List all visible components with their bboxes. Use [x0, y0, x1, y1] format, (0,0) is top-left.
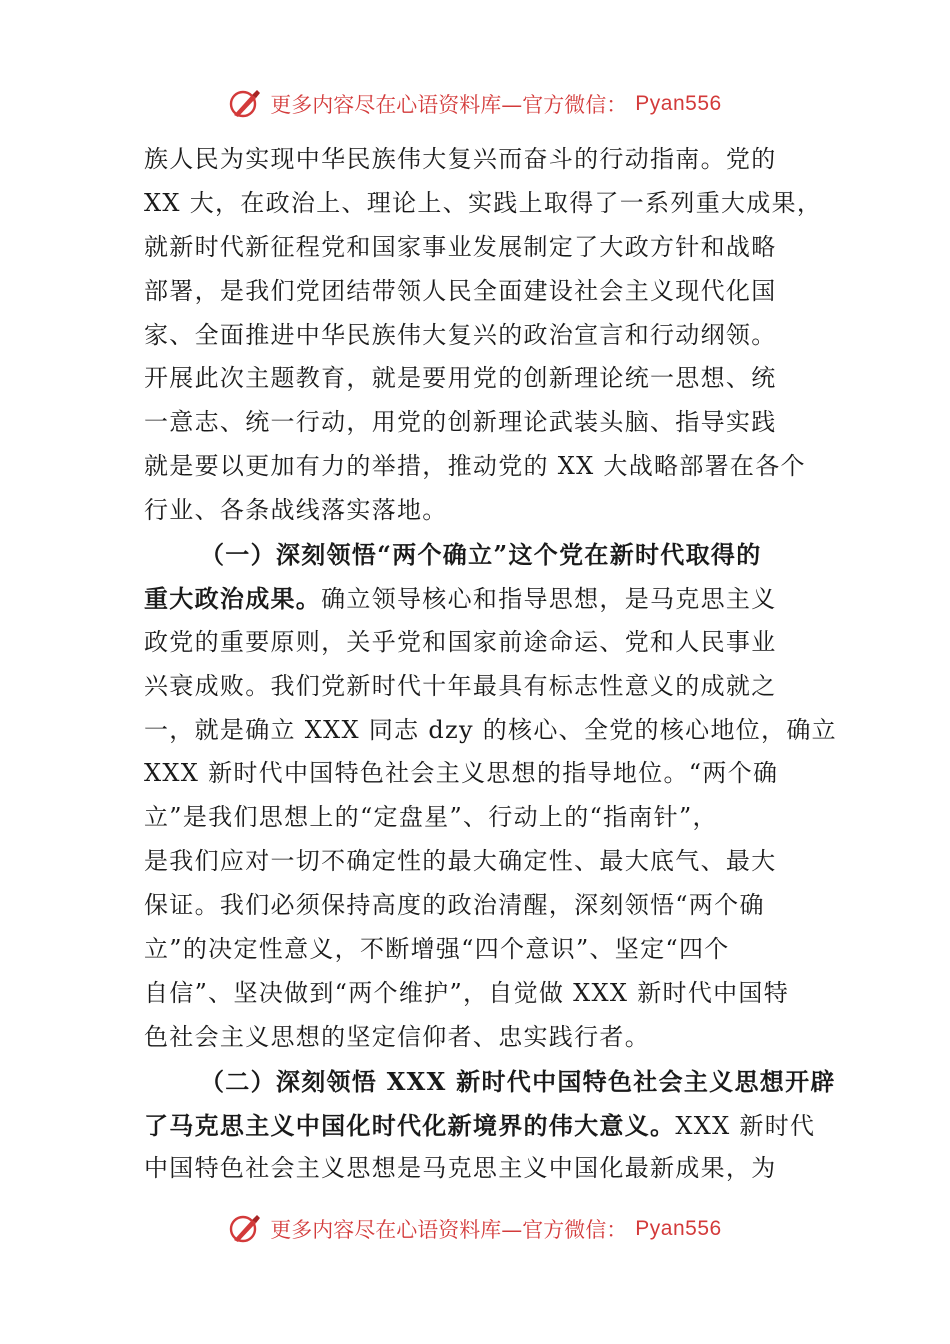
body-text: 一，就是确立 XXX 同志 dzy 的核心、全党的核心地位，确立 [144, 715, 837, 744]
text-line [144, 226, 808, 270]
body-text: 政党的重要原则，关乎党和国家前途命运、党和人民事业 [144, 627, 777, 656]
bold-heading-text: （一）深刻领悟“两个确立”这个党在新时代取得的 [200, 540, 762, 570]
text-line [144, 884, 808, 928]
body-text: 兴衰成败。我们党新时代十年最具有标志性意义的成就之 [144, 671, 777, 700]
text-line [144, 840, 808, 884]
body-text: 就是要以更加有力的举措，推动党的 XX 大战略部署在各个 [144, 452, 806, 481]
bold-heading-text: （二）深刻领悟 XXX 新时代中国特色社会主义思想开辟 [200, 1066, 836, 1096]
body-text: XX 大，在政治上、理论上、实践上取得了一系列重大成果， [144, 188, 823, 217]
body-text: 自信”、坚决做到“两个维护”，自觉做 XXX 新时代中国特 [144, 978, 790, 1007]
text-line [144, 357, 808, 401]
banner-wechat-id: Pyan556 [635, 1217, 722, 1240]
body-text: 确立领导核心和指导思想，是马克思主义 [321, 584, 777, 613]
body-text: 家、全面推进中华民族伟大复兴的政治宣言和行动纲领。 [144, 320, 777, 349]
text-line [144, 928, 808, 972]
body-text: 部署，是我们党团结带领人民全面建设社会主义现代化国 [144, 276, 777, 305]
body-text: 中国特色社会主义思想是马克思主义中国化最新成果，为 [144, 1154, 777, 1183]
text-line [144, 1016, 808, 1060]
header-watermark-banner [0, 82, 950, 126]
text-line [144, 401, 808, 445]
banner-text: 更多内容尽在心语资料库—官方微信： [270, 93, 628, 117]
document-body [144, 138, 837, 1191]
bold-heading-text: 重大政治成果。 [144, 583, 322, 613]
text-line [144, 796, 808, 840]
text-line [144, 270, 808, 314]
body-text: 开展此次主题教育，就是要用党的创新理论统一思想、统 [144, 364, 777, 393]
bold-heading-text: 了马克思主义中国化时代化新境界的伟大意义。 [144, 1110, 676, 1140]
text-line [144, 1104, 816, 1148]
text-line [144, 752, 808, 796]
body-text: 立”的决定性意义，不断增强“四个意识”、坚定“四个 [144, 935, 730, 964]
text-line [144, 709, 837, 753]
text-line [144, 577, 808, 621]
banner-wechat-id: Pyan556 [635, 92, 722, 115]
banner-text: 更多内容尽在心语资料库—官方微信： [270, 1218, 628, 1242]
text-line [144, 1147, 808, 1191]
text-line [144, 445, 808, 489]
text-line [144, 138, 808, 182]
body-text: 行业、各条战线落实落地。 [144, 496, 448, 525]
text-line [144, 489, 808, 533]
body-text: 一意志、统一行动，用党的创新理论武装头脑、指导实践 [144, 408, 777, 437]
body-text: 就新时代新征程党和国家事业发展制定了大政方针和战略 [144, 232, 777, 261]
text-line [144, 182, 823, 226]
text-line [144, 972, 808, 1016]
body-text: 保证。我们必须保持高度的政治清醒，深刻领悟“两个确 [144, 891, 765, 920]
body-text: 立”是我们思想上的“定盘星”、行动上的“指南针”， [144, 803, 718, 832]
body-text: XXX 新时代 [675, 1111, 816, 1140]
pen-circle-logo-icon [228, 1212, 262, 1246]
pen-circle-logo-icon [228, 87, 262, 121]
text-line [144, 665, 808, 709]
body-text: 族人民为实现中华民族伟大复兴而奋斗的行动指南。党的 [144, 145, 777, 173]
text-line [144, 314, 808, 358]
body-text: 是我们应对一切不确定性的最大确定性、最大底气、最大 [144, 847, 777, 876]
text-line [144, 621, 808, 665]
text-line [144, 533, 808, 577]
body-text: XXX 新时代中国特色社会主义思想的指导地位。“两个确 [144, 759, 779, 788]
footer-watermark-banner [0, 1207, 950, 1251]
text-line [144, 1060, 836, 1104]
body-text: 色社会主义思想的坚定信仰者、忠实践行者。 [144, 1022, 650, 1051]
